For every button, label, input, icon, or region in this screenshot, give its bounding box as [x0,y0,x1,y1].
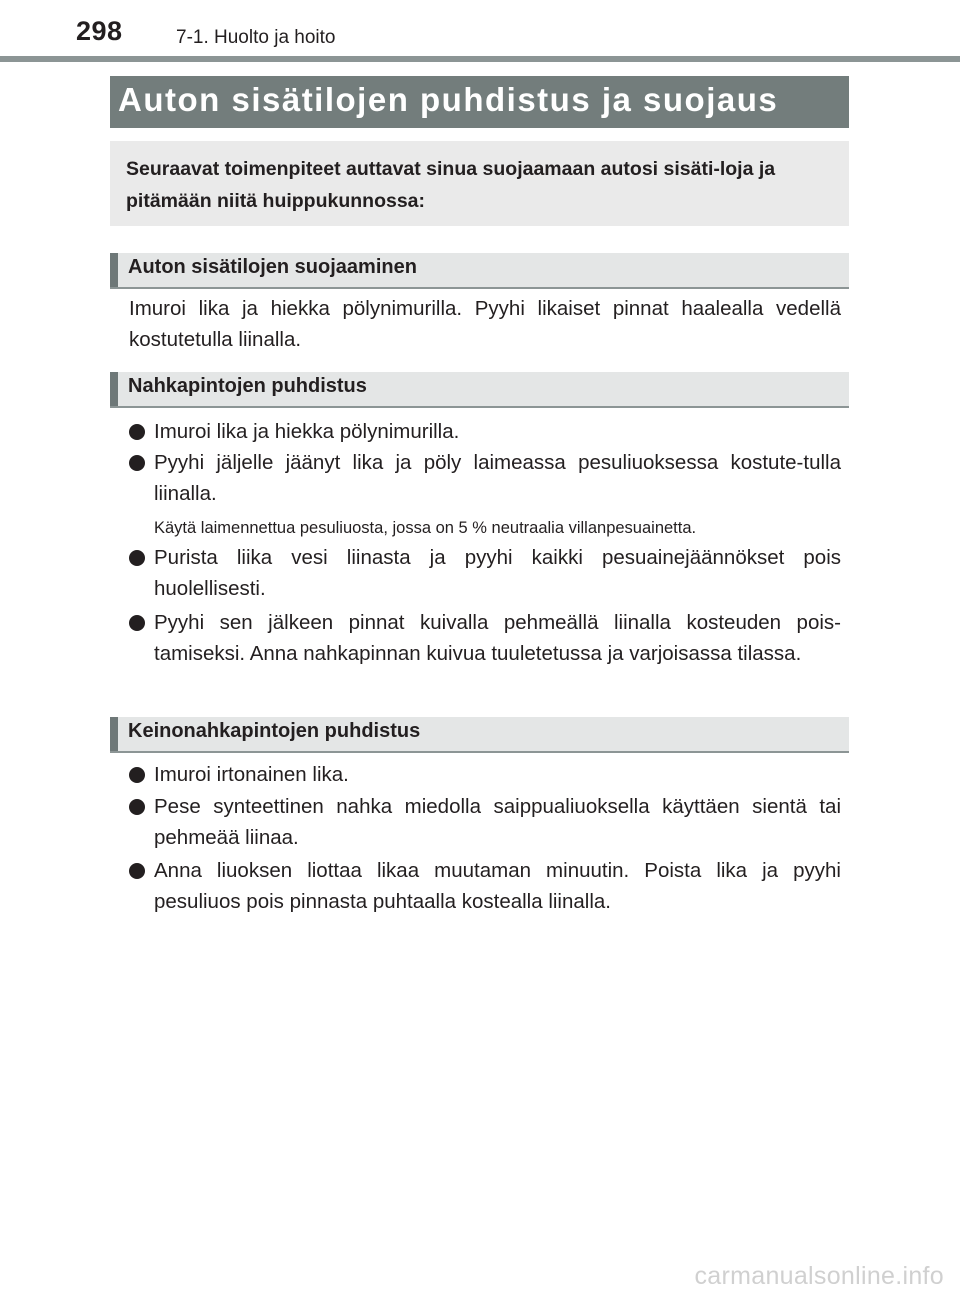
list-item [129,416,841,447]
page-header [0,0,960,64]
list-item [129,759,841,790]
watermark: carmanualsonline.info [694,1262,944,1290]
section-heading-text: Auton sisätilojen suojaaminen [128,256,417,278]
bullet-icon [129,615,145,631]
heading-marker [110,253,118,287]
header-divider [0,56,960,62]
bullet-icon [129,799,145,815]
chapter-reference: 7-1. Huolto ja hoito [176,27,336,48]
bullet-icon [129,550,145,566]
page-title: Auton sisätilojen puhdistus ja suojaus [118,81,779,118]
heading-marker [110,372,118,406]
list-item-text: Anna liuoksen liottaa likaa muutaman minuutin. Poista lika ja pyyhi pesuliuos pois pinnasta puhtaalla kostealla liinalla. [154,859,841,913]
list-item [129,607,841,669]
list-item-text: Purista liika vesi liinasta ja pyyhi kaikki pesuainejäännökset pois huolellisesti. [154,546,841,600]
heading-marker [110,717,118,751]
list-item-text: Pyyhi jäljelle jäänyt lika ja pöly laimeassa pesuliuoksessa kostute-tulla liinalla. [154,451,841,505]
intro-text: Seuraavat toimenpiteet auttavat sinua suojaamaan autosi sisäti-loja ja pitämään niitä huippukunnossa: [126,158,776,212]
bullet-icon [129,455,145,471]
list-item-text: Imuroi lika ja hiekka pölynimurilla. [154,420,460,443]
bullet-icon [129,424,145,440]
list-item [129,542,841,604]
list-item-text: Pese synteettinen nahka miedolla saippualiuoksella käyttäen sientä tai pehmeää liinaa. [154,795,841,849]
intro-box [110,141,849,226]
bullet-icon [129,863,145,879]
list-item-text: Imuroi irtonainen lika. [154,763,349,786]
section-heading-interior-protection [110,253,849,289]
section-heading-leather-cleaning [110,372,849,408]
list-item-text: Pyyhi sen jälkeen pinnat kuivalla pehmeällä liinalla kosteuden pois-tamiseksi. Anna nahkapinnan kuivua tuuletetussa ja varjoisassa tilassa. [154,611,841,665]
list-item [129,791,841,853]
section-heading-synthetic-leather-cleaning [110,717,849,753]
section-heading-text: Keinonahkapintojen puhdistus [128,720,421,742]
section-heading-text: Nahkapintojen puhdistus [128,375,367,397]
bullet-icon [129,767,145,783]
note-text: Käytä laimennettua pesuliuosta, jossa on 5 % neutraalia villanpesuainetta. [154,519,697,537]
list-item [129,447,841,509]
list-item [129,855,841,917]
section-paragraph: Imuroi lika ja hiekka pölynimurilla. Pyyhi likaiset pinnat haalealla vedellä kostutetulla liinalla. [129,297,841,351]
page-number: 298 [76,16,123,46]
page-title-bar [110,76,849,128]
